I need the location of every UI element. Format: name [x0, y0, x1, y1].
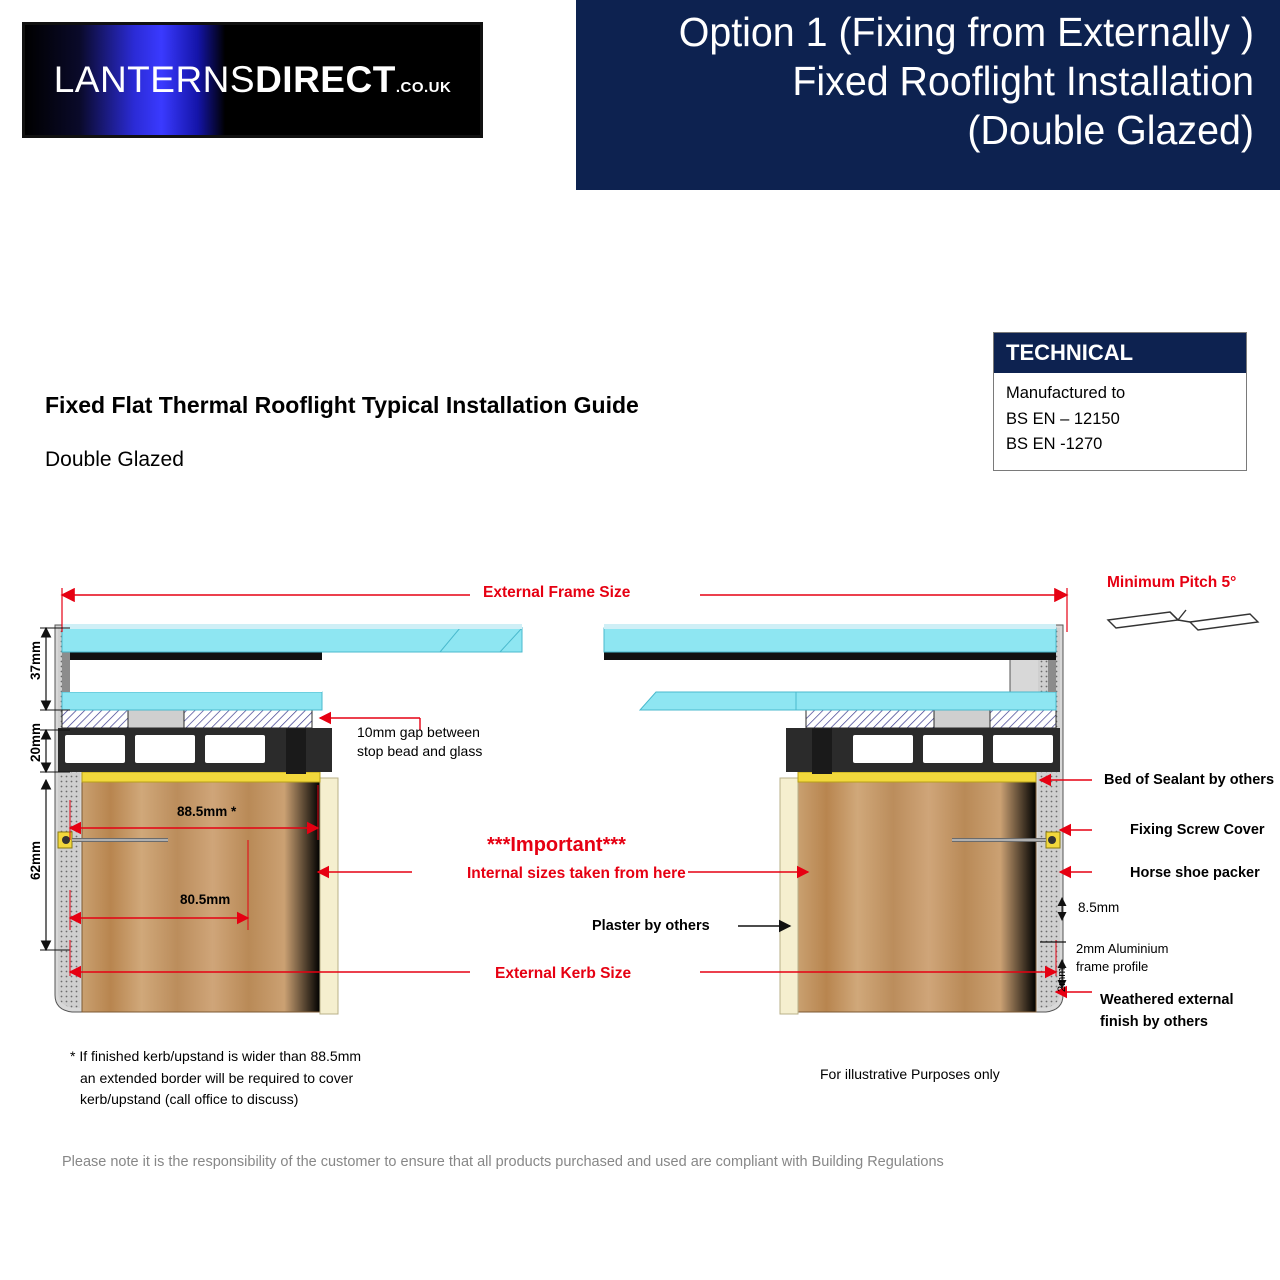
label-fixing-screw-cover: Fixing Screw Cover: [1130, 822, 1265, 838]
kerb-note-line-1: * If finished kerb/upstand is wider than 88.5mm: [70, 1048, 362, 1064]
label-important: ***Important***: [487, 834, 626, 856]
dimension-37mm: 37mm: [28, 640, 43, 680]
logo-text-part2: DIRECT: [255, 59, 396, 100]
technical-line-1: Manufactured to: [1006, 384, 1126, 402]
title-line-1: Option 1 (Fixing from Externally ): [678, 9, 1254, 55]
technical-box-body: [994, 375, 1246, 458]
label-external-kerb-size: External Kerb Size: [495, 965, 632, 982]
diagram-text-labels: [0, 540, 1280, 1060]
title-line-3: (Double Glazed): [967, 106, 1254, 153]
dimension-20mm: 20mm: [28, 722, 43, 762]
note-10mm-gap-line2: stop bead and glass: [357, 743, 483, 759]
dimension-88-5mm: 88.5mm *: [177, 804, 237, 819]
logo: [22, 22, 483, 138]
label-minimum-pitch: Minimum Pitch 5°: [1107, 574, 1237, 591]
building-regulations-note: Please note it is the responsibility of the customer to ensure that all products purchased and used are compliant with Building Regulations: [62, 1154, 944, 1170]
label-plaster-by-others: Plaster by others: [592, 918, 710, 934]
kerb-note: [70, 1046, 361, 1111]
technical-line-3: BS EN -1270: [1006, 435, 1103, 454]
technical-box-title: TECHNICAL: [994, 333, 1246, 373]
label-weathered-line1: Weathered external: [1100, 992, 1234, 1008]
page-title: Fixed Flat Thermal Rooflight Typical Installation Guide: [45, 392, 639, 418]
illustrative-note: For illustrative Purposes only: [820, 1066, 1000, 1082]
page-subtitle: Double Glazed: [45, 448, 184, 471]
dimension-62mm: 62mm: [28, 840, 43, 880]
kerb-note-line-2: an extended border will be required to cover: [80, 1069, 354, 1086]
label-external-frame-size: External Frame Size: [483, 584, 631, 601]
label-alu-profile-line2: frame profile: [1076, 959, 1149, 974]
title-line-2: Fixed Rooflight Installation: [792, 57, 1254, 104]
label-alu-profile-line1: 2mm Aluminium: [1076, 941, 1169, 956]
dimension-80-5mm: 80.5mm: [180, 892, 231, 907]
label-horse-shoe-packer: Horse shoe packer: [1130, 865, 1260, 881]
label-weathered-line2: finish by others: [1100, 1014, 1208, 1030]
logo-text-part1: LANTERNS: [53, 59, 256, 100]
kerb-note-line-3: kerb/upstand (call office to discuss): [80, 1091, 299, 1108]
technical-line-2: BS EN – 12150: [1006, 409, 1120, 428]
note-10mm-gap-line1: 10mm gap between: [357, 724, 480, 740]
title-banner: [576, 0, 1280, 190]
label-internal-sizes: Internal sizes taken from here: [467, 865, 686, 882]
logo-text-suffix: .CO.UK: [395, 79, 452, 96]
dimension-2mm: 2mm: [1056, 967, 1068, 992]
technical-box: [993, 332, 1247, 471]
dimension-8-5mm: 8.5mm: [1078, 900, 1120, 915]
label-bed-of-sealant: Bed of Sealant by others: [1104, 772, 1275, 788]
logo-text: [54, 59, 452, 101]
